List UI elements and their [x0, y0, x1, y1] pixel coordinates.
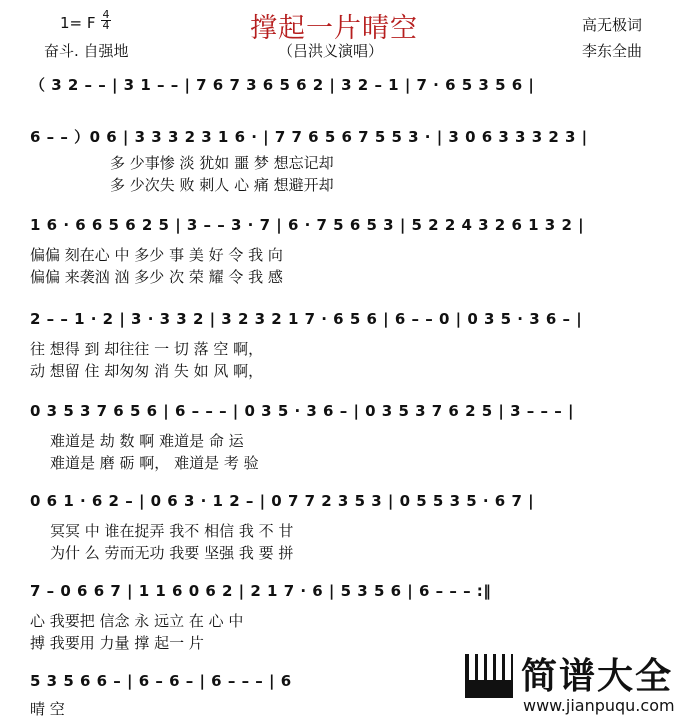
time-signature-bottom: 4 [102, 19, 110, 32]
tempo-marking: 奋斗. 自强地 [44, 42, 129, 60]
time-signature [101, 10, 111, 31]
performer: （吕洪义演唱） [278, 42, 384, 60]
notes-line: 6 – – ）0 6 | 3 3 3 2 3 1 6 · | 7 7 6 5 6 7 5 5 3 · | 3 0 6 3 3 3 2 3 | [30, 128, 588, 146]
score-row-3 [0, 212, 676, 284]
notes-line: （ 3 2 – – | 3 1 – – | 7 6 7 3 6 5 6 2 | 3 2 – 1 | 7 · 6 5 3 5 6 | [30, 76, 535, 94]
composer: 李东全曲 [582, 42, 643, 60]
time-signature-top: 4 [102, 8, 110, 21]
site-logo [465, 648, 676, 725]
lyrics-verse-1: 偏偏 刻在心 中 多少 事 美 好 令 我 向 [30, 246, 283, 264]
score-row-4 [0, 306, 676, 378]
lyrics-verse-1: 多 少事惨 淡 犹如 噩 梦 想忘记却 [110, 154, 334, 172]
notes-line: 0 3 5 3 7 6 5 6 | 6 – – – | 0 3 5 · 3 6 – | 0 3 5 3 7 6 2 5 | 3 – – – | [30, 402, 574, 420]
lyrics-verse-1: 难道是 劫 数 啊 难道是 命 运 [50, 432, 244, 450]
notes-line: 5 3 5 6 6 – | 6 – 6 – | 6 – – – | 6 [30, 672, 292, 690]
piano-keys-icon [465, 654, 513, 698]
notes-line: 7 – 0 6 6 7 | 1 1 6 0 6 2 | 2 1 7 · 6 | 5 3 5 6 | 6 – – – :‖ [30, 582, 492, 600]
lyrics-verse-1: 冥冥 中 谁在捉弄 我不 相信 我 不 甘 [50, 522, 294, 540]
score-row-1 [0, 70, 676, 104]
song-title: 撑起一片晴空 [250, 13, 418, 44]
lyrics-verse-2: 搏 我要用 力量 撑 起一 片 [30, 634, 204, 652]
lyrics-verse-2: 动 想留 住 却匆匆 消 失 如 风 啊， [30, 362, 264, 380]
lyrics-verse-1: 心 我要把 信念 永 远立 在 心 中 [30, 612, 244, 630]
score-row-7 [0, 578, 676, 650]
score-row-2 [0, 122, 676, 194]
score-row-6 [0, 488, 676, 560]
logo-url: www.jianpuqu.com [523, 696, 675, 715]
lyrics-verse-1: 往 想得 到 却往往 一 切 落 空 啊， [30, 340, 264, 358]
notes-line: 2 – – 1 · 2 | 3 · 3 3 2 | 3 2 3 2 1 7 · 6 5 6 | 6 – – 0 | 0 3 5 · 3 6 – | [30, 310, 583, 328]
lyrics-verse-2: 为什 么 劳而无功 我要 坚强 我 要 拼 [50, 544, 294, 562]
key-signature: 1= F [60, 14, 96, 32]
lyricist: 高无极词 [582, 16, 643, 34]
lyrics-verse-1: 晴 空 [30, 700, 65, 718]
score-row-5 [0, 398, 676, 470]
lyrics-verse-2: 多 少次失 败 刺人 心 痛 想避开却 [110, 176, 334, 194]
logo-title: 简谱大全 [521, 656, 674, 697]
notes-line: 0 6 1 · 6 2 – | 0 6 3 · 1 2 – | 0 7 7 2 3 5 3 | 0 5 5 3 5 · 6 7 | [30, 492, 535, 510]
lyrics-verse-2: 难道是 磨 砺 啊， 难道是 考 验 [50, 454, 259, 472]
notes-line: 1 6 · 6 6 5 6 2 5 | 3 – – 3 · 7 | 6 · 7 5 6 5 3 | 5 2 2 4 3 2 6 1 3 2 | [30, 216, 585, 234]
lyrics-verse-2: 偏偏 来袭汹 汹 多少 次 荣 耀 令 我 感 [30, 268, 283, 286]
